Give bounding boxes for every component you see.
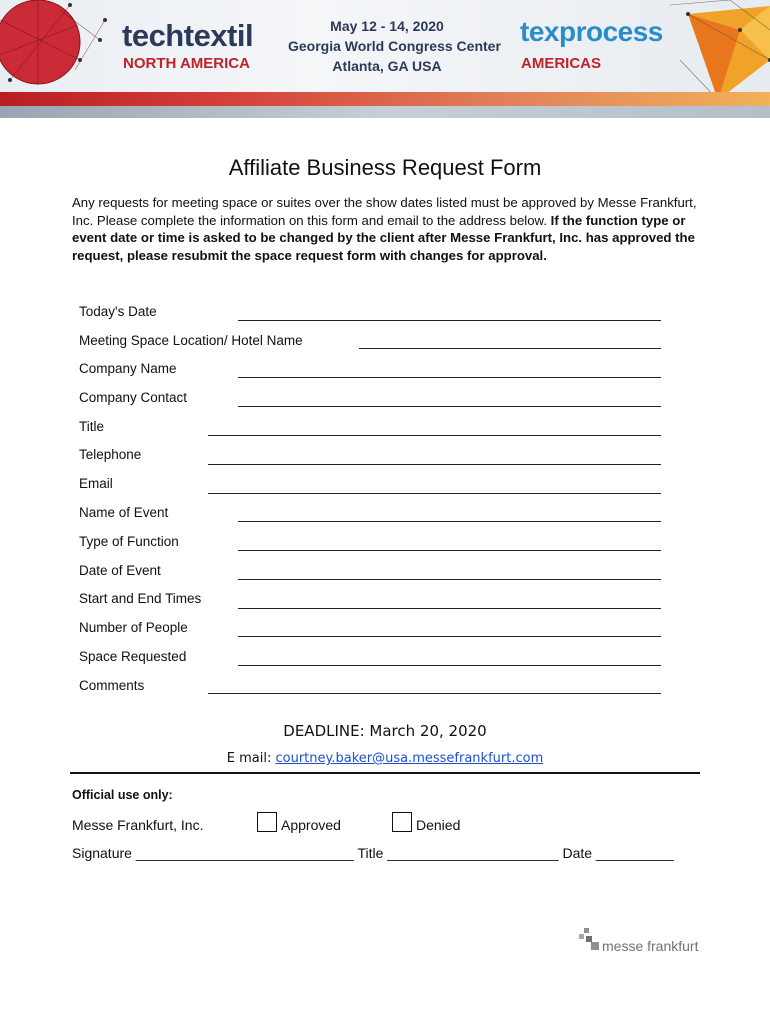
event-venue: Georgia World Congress Center bbox=[288, 38, 501, 54]
field-label: Space Requested bbox=[79, 649, 187, 664]
event-city: Atlanta, GA USA bbox=[332, 58, 442, 74]
field-label: Date of Event bbox=[79, 563, 161, 578]
deadline-notice: DEADLINE: March 20, 2020 bbox=[283, 722, 487, 740]
field-label: Start and End Times bbox=[79, 591, 202, 606]
event-info bbox=[288, 16, 501, 76]
field-label: Number of People bbox=[79, 620, 188, 635]
event-banner bbox=[0, 0, 770, 118]
messe-frankfurt-mark-icon bbox=[578, 928, 600, 954]
event-name-input-line[interactable] bbox=[238, 521, 661, 522]
space-requested-input-line[interactable] bbox=[238, 665, 661, 666]
instructions-bold-text: If the function type or event date or time is asked to be changed by the client after Messe Frankfurt, Inc. has approved the request, please resubmit the space request form with changes for approval. bbox=[72, 212, 695, 263]
banner-red-stripe bbox=[0, 92, 770, 106]
banner-gray-stripe bbox=[0, 106, 770, 118]
email-row bbox=[0, 751, 770, 766]
field-label: Company Name bbox=[79, 361, 177, 376]
email-link[interactable]: courtney.baker@usa.messefrankfurt.com bbox=[275, 751, 544, 766]
event-date-input-line[interactable] bbox=[238, 579, 661, 580]
approved-label: Approved bbox=[281, 817, 341, 833]
instructions-text: Any requests for meeting space or suites over the show dates listed must be approved by Messe Frankfurt, Inc. Please complete the information on this form and email to the address below. bbox=[72, 195, 697, 228]
section-divider bbox=[70, 772, 700, 774]
field-label: Title bbox=[79, 419, 105, 434]
company-label: Messe Frankfurt, Inc. bbox=[72, 817, 204, 833]
field-label: Type of Function bbox=[79, 534, 179, 549]
hotel-name-input-line[interactable] bbox=[359, 348, 661, 349]
official-use-heading: Official use only: bbox=[72, 788, 173, 802]
email-input-line[interactable] bbox=[208, 493, 661, 494]
field-label: Telephone bbox=[79, 447, 142, 462]
form-title: Affiliate Business Request Form bbox=[228, 155, 542, 180]
todays-date-input-line[interactable] bbox=[238, 320, 661, 321]
telephone-input-line[interactable] bbox=[208, 464, 661, 465]
red-sphere-graphic bbox=[0, 0, 110, 106]
field-label: Comments bbox=[79, 678, 145, 693]
field-label: Meeting Space Location/ Hotel Name bbox=[79, 333, 303, 348]
field-label: Today's Date bbox=[79, 304, 157, 319]
comments-input-line[interactable] bbox=[208, 693, 661, 694]
company-contact-input-line[interactable] bbox=[238, 406, 661, 407]
polygon-graphic bbox=[670, 0, 770, 106]
texprocess-logo: texprocess bbox=[520, 16, 663, 47]
signature-row[interactable]: Signature ____________________________ Title ______________________ Date __________ bbox=[72, 845, 674, 861]
event-dates: May 12 - 14, 2020 bbox=[330, 18, 444, 34]
denied-checkbox[interactable] bbox=[392, 812, 412, 832]
field-label: Company Contact bbox=[79, 390, 188, 405]
north-america-label: NORTH AMERICA bbox=[123, 55, 250, 72]
denied-label: Denied bbox=[416, 817, 461, 833]
times-input-line[interactable] bbox=[238, 608, 661, 609]
logo-text: messe frankfurt bbox=[602, 938, 699, 954]
people-count-input-line[interactable] bbox=[238, 636, 661, 637]
form-instructions bbox=[72, 194, 700, 264]
americas-label: AMERICAS bbox=[521, 55, 602, 72]
field-label: Email bbox=[79, 476, 113, 491]
messe-frankfurt-logo bbox=[578, 928, 708, 958]
title-input-line[interactable] bbox=[208, 435, 661, 436]
approved-checkbox[interactable] bbox=[257, 812, 277, 832]
field-label: Name of Event bbox=[79, 505, 169, 520]
function-type-input-line[interactable] bbox=[238, 550, 661, 551]
email-prefix: E mail: bbox=[226, 751, 272, 766]
techtextil-logo: techtextil bbox=[122, 18, 254, 53]
company-name-input-line[interactable] bbox=[238, 377, 661, 378]
